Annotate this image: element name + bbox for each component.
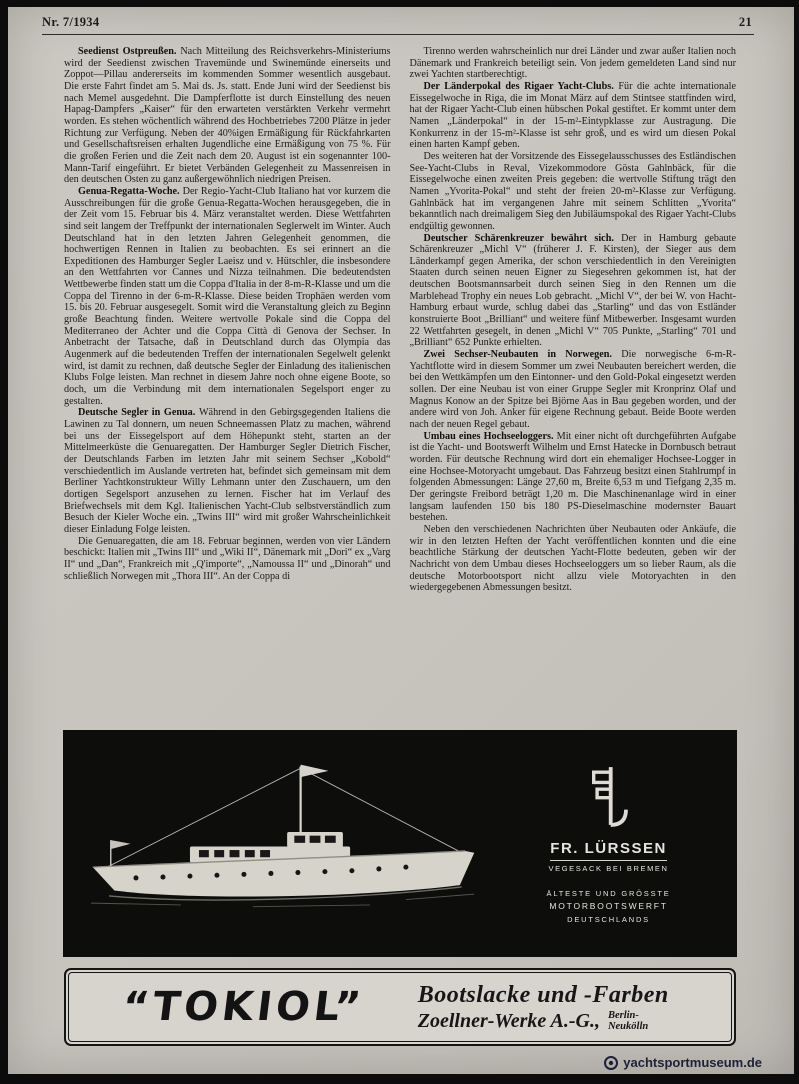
article-paragraph: Zwei Sechser-Neubauten in Norwegen. Die norwegische 6-m-R-Yachtflotte wird in diesem Sommer um zwei Neubauten bereichert werden, die bei den Wettkämpfen um den Eintonner- und den Gold-Pokal eingesetzt werden sollen. Der eine Neubau ist von einer Gruppe Segler mit Kronprinz Olaf und Magnus Konow an der Spitze bei Björne Aas in Bau gegeben worden, und der andere wird von Joh. Anker für eigene Rechnung gebaut. Beide Boote werden nach der neuen Regel gebaut.: [409, 349, 736, 430]
watermark: [604, 1055, 762, 1070]
article-paragraph: Die Genuaregatten, die am 18. Februar beginnen, werden von vier Ländern beschickt: Italien mit „Twins III“ und „Wiki II“, Dänemark mit „Dori“ ex „Varg II“ und „Dan“, Frankreich mit „Q'importe“, „Namoussa II“ und „Dinorah“ und schließlich Norwegen mit „Thora III“. An der Coppa di: [64, 535, 391, 582]
article-heading: Genua-Regatta-Woche.: [78, 185, 183, 197]
article-paragraph: Deutscher Schärenkreuzer bewährt sich. Der in Hamburg gebaute Schärenkreuzer „Michl V“ (früherer J. F. Kirsten), der Sieger aus dem Länderkampf gegen Amerika, der schon verschiedentlich in den Vereinigten Staaten durch seinen neuen Eigner zu Siegesehren gekommen ist, hat der deutschen Bootsmannsarbeit durch seinen Sieg in den Rennen um die Marblehead Trophy ein neues Lob gebracht. „Michl V“, der bei W. von Hacht-Hamburg erbaut wurde, schlug dabei das „Starling“ und das von Estländer konstruierte Boot „Brilliant“ und weitere fünf Mitbewerber. Insgesamt wurden 22 Wettfahrten gesegelt, in denen „Michl V“ 705 Punkte, „Starling“ 701 und „Brilliant“ 652 Punkte erhielten.: [409, 232, 736, 349]
column-right: [410, 46, 737, 718]
luerssen-tagline-2: MOTORBOOTSWERFT: [549, 900, 668, 911]
article-paragraph: Neben den verschiedenen Nachrichten über Neubauten oder Ankäufe, die wir in den letzten Heften der Yacht veröffentlichen konnten und die eine beachtliche Stärkung der deutschen Yacht-Flotte bedeuten, geben wir der Nachricht von dem Umbau dieses Hochseeloggers um so lieber Raum, als die deutsche Motorbootsport nicht allzu viele Motoryachten in den wiedergegebenen Abmessungen besitzt.: [409, 523, 736, 594]
column-left: [64, 46, 391, 718]
luerssen-location: VEGESACK BEI BREMEN: [548, 863, 669, 873]
luerssen-company-name: FR. LÜRSSEN: [550, 840, 667, 861]
article-heading: Seedienst Ostpreußen.: [78, 46, 181, 57]
article-paragraph: Genua-Regatta-Woche. Der Regio-Yacht-Club Italiano hat vor kurzem die Ausschreibungen für die große Genua-Regatta-Wochen herausgegeben, die in der Zeit vom 15. Februar bis 4. März veranstaltet werden. Diese Wettfahrten sind seit langem der Treffpunkt der internationalen Seglerwelt im Winter. Auch Deutschland hat in den letzten Jahren Gelegenheit genommen, die hochwertigen Rennen in Italien zu beobachten. Es sei erinnert an die Expeditionen des Hamburger Segler Laeisz und v. Hütschler, die insbesondere an den Wettfahrten vor Cannes und Nizza teilnahmen. Die bedeutendsten Wettbewerbe finden statt um die Coppa d'Italia in der 8-m-R-Klasse und um die Coppa del Tirenno in der 6-m-R-Klasse. Diese beiden Trophäen werden vom 15. bis 20. Februar ausgesegelt. Somit wird die Veranstaltung gleich zu Beginn große Beachtung finden. Weitere wertvolle Pokale sind die Coppa del Mediterraneo der Achter und die Coppa Città di Genova der Sechser. In Anbetracht der Tatsache, daß in Deutschland durch das Olympia das Augenmerk auf die bedeutenden Treffen der internationalen Segelwelt gelenkt wird, ist damit zu rechnen, daß deutsche Segler der Einladung des italienischen Klubs Folge leisten. Man rechnet in diesem Jahre noch ohne eigene Boote, so doch, um die Verbindung mit dem internationalen Segelsport enger zu gestalten.: [64, 185, 391, 407]
luerssen-ad-text: [495, 731, 736, 956]
article-paragraph: Des weiteren hat der Vorsitzende des Eissegelausschusses des Estländischen See-Yacht-Clubs in Reval, Vizekommodore Gösta Gahlnbäck, für die Eissegelwoche einen zweiten Preis gegeben: die wertvolle Stiftung trägt den Namen „Yvorita-Pokal“ und steht der freien 20-m²-Klasse zur Verfügung. Gahlnbäck hat im vergangenen Jahre mit seinem Schlitten „Yvorita“ bekanntlich nach dreimaligem Sieg den Jubiläumspokal des Rigaer Yacht-Clubs endgültig gewonnen.: [409, 150, 736, 232]
luerssen-tagline-3: DEUTSCHLANDS: [567, 914, 650, 924]
tokiol-ad-frame: [68, 972, 732, 1042]
article-heading: Der Länderpokal des Rigaer Yacht-Clubs.: [423, 80, 619, 92]
article-paragraph: Umbau eines Hochseeloggers. Mit einer nicht oft durchgeführten Aufgabe ist die Yacht- und Bootswerft Wilhelm und Ernst Hatecke in Dornbusch betraut worden. Für deutsche Rechnung wird dort ein ehemaliger Hochsee-Logger in eine Hochsee-Motoryacht umgebaut. Das Fahrzeug besitzt einen Stahlrumpf in folgenden Abmessungen: Länge 27,60 m, Breite 6,53 m und Tiefgang 2,35 m. Der geringste Freibord beträgt 1,20 m. Die Maschinenanlage wird in einer langsam laufenden 150 bis 180 PS-Dieselmaschine modernster Bauart bestehen.: [409, 430, 736, 524]
header-rule: [42, 34, 754, 35]
issue-number: Nr. 7/1934: [42, 15, 100, 29]
tokiol-ad-text: [418, 982, 731, 1033]
tokiol-brand-name: “TOKIOL”: [119, 984, 368, 1030]
yachtsportmuseum-logo-icon: [604, 1056, 618, 1070]
motor-yacht-illustration: [64, 731, 495, 956]
article-heading: Zwei Sechser-Neubauten in Norwegen.: [423, 349, 622, 361]
luerssen-tagline-1: ÄLTESTE UND GRÖSSTE: [546, 888, 671, 898]
article-heading: Deutsche Segler in Genua.: [78, 407, 199, 419]
luerssen-logo-icon: [583, 762, 635, 830]
tokiol-city-line2: Neukölln: [607, 1021, 649, 1032]
tokiol-company-name: Zoellner-Werke A.-G.,: [417, 1009, 600, 1032]
page-header: [8, 7, 794, 30]
watermark-text: yachtsportmuseum.de: [623, 1055, 762, 1070]
article-heading: Deutscher Schärenkreuzer bewährt sich.: [423, 232, 622, 244]
boat-drawing: [73, 738, 487, 950]
tokiol-product-line: Bootslacke und -Farben: [417, 981, 669, 1008]
magazine-page: [8, 7, 794, 1074]
tokiol-city: [608, 1010, 648, 1032]
article-columns: [64, 46, 736, 718]
tokiol-ad: [64, 968, 736, 1046]
page-number: 21: [738, 15, 752, 29]
article-paragraph: Seedienst Ostpreußen. Nach Mitteilung des Reichsverkehrs-Ministeriums wird der Seedienst zwischen Travemünde und Swinemünde einerseits und Zoppot—Pillau andererseits im kommenden Sommer wesentlich ausgebaut. Die erste Fahrt findet am 5. Mai ds. Js. statt. Ende Juni wird der Seedienst bis nach Memel ausgedehnt. Die Dampferflotte ist durch Einstellung des neuen Hapag-Dampfers „Kaiser“ für den erwarteten verstärkten Verkehr vermehrt worden. Es stehen wöchentlich während des Hochbetriebes 7200 Plätze in jeder Richtung zur Verfügung. Neben der 40%igen Ermäßigung für Rückfahrkarten und Gesellschaftsreisen erhalten Jugendliche eine Ermäßigung von 75 %. Für die großen Ferien und die Zeit nach dem 20. August ist ein sogenannter 100-Mann-Tarif eingeführt. Er bietet Verbänden Gelegenheit zu Massenreisen in den deutschen Osten zu ganz außergewöhnlich niedrigen Preisen.: [64, 46, 391, 186]
luerssen-ad: [64, 731, 736, 956]
tokiol-city-line1: Berlin-: [607, 1010, 639, 1021]
article-paragraph: Deutsche Segler in Genua. Während in den Gebirgsgegenden Italiens die Lawinen zu Tal donnern, um neuen Schneemassen Platz zu machen, während bei uns der Eissegelsport auf dem Höhepunkt steht, starten an der Mittelmeerküste die Genuaregatten. Der Hamburger Segler Dietrich Fischer, der Deutschlands Farben im letzten Jahr mit seinem Sechser „Kobold“ verschiedentlich im Auslande vertreten hat, befindet sich gemeinsam mit dem Berliner Yachtkonstrukteur Willy Lehmann unter den Zuschauern, um den dortigen Segelsport anzusehen zu lernen. Fischer hat im Verlauf des Briefwechsels mit dem Kgl. Italienischen Yacht-Club selbstverständlich zum Besuch der Kieler Woche ein. „Twins III“ wird mit großer Wahrscheinlichkeit dieser Einladung Folge leisten.: [64, 407, 391, 535]
article-paragraph: Der Länderpokal des Rigaer Yacht-Clubs. Für die achte internationale Eissegelwoche in Riga, die im Monat März auf dem Stintsee stattfinden wird, hat der Rigaer Yacht-Club einen hübschen Pokal gestiftet. Er kommt unter dem Namen „Länderpokal“ in der 15-m²-Eintypklasse zur Austragung. Die Konkurrenz in der 15-m²-Klasse ist sehr groß, und es wird um diesen Pokal einen harten Kampf geben.: [409, 80, 736, 151]
article-heading: Umbau eines Hochseeloggers.: [423, 430, 557, 442]
article-paragraph: Tirenno werden wahrscheinlich nur drei Länder und zwar außer Italien noch Dänemark und Frankreich beteiligt sein. Von jedem gemeldeten Land sind nur zwei Yachten startberechtigt.: [409, 46, 736, 81]
